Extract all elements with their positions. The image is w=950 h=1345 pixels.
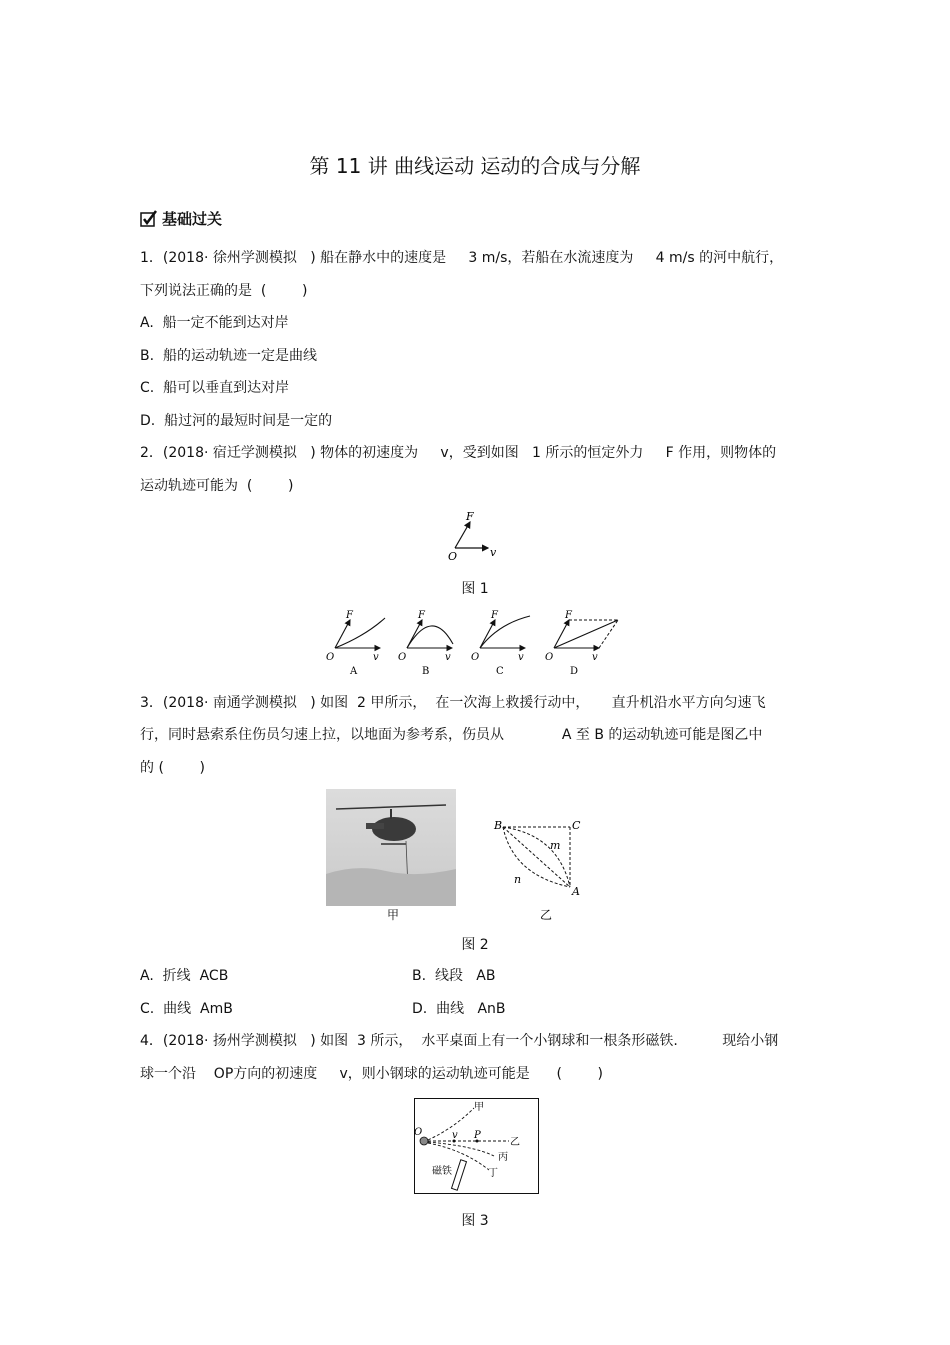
svg-text:v: v: [445, 652, 451, 663]
svg-text:O: O: [471, 652, 480, 663]
option-c-label: C: [496, 666, 504, 677]
figure-3-caption: 图 3: [461, 1213, 489, 1229]
fig3-label-bing: 丙: [498, 1152, 508, 1163]
q2-stem-line2: 运动轨迹可能为 ( ): [140, 478, 294, 494]
fig1-label-o: O: [448, 550, 458, 563]
curve-n-label: n: [514, 873, 522, 886]
fig3-label-jia: 甲: [474, 1102, 484, 1113]
q3-option-c: C. 曲线 AmB: [140, 1001, 233, 1017]
option-a-label: A: [350, 666, 358, 677]
figure-2-trajectory-diagram: [488, 815, 588, 925]
option-c-diagram: [471, 610, 530, 677]
svg-text:F: F: [491, 610, 498, 621]
fig3-label-magnet: 磁铁: [432, 1166, 452, 1177]
helicopter-photo: [326, 789, 456, 906]
q3-stem-line1: 3．(2018· 南通学测模拟 ) 如图 2 甲所示， 在一次海上救援行动中， 直升机沿水平方向匀速飞: [140, 695, 766, 711]
q2-option-diagrams: [320, 606, 630, 681]
svg-text:F: F: [418, 610, 425, 621]
svg-text:O: O: [326, 652, 335, 663]
figure-2-caption: 图 2: [461, 937, 489, 953]
page-title: 第 11 讲 曲线运动 运动的合成与分解: [309, 154, 641, 178]
q1-stem-line1: 1．(2018· 徐州学测模拟 ) 船在静水中的速度是 3 m/s，若船在水流速度为 4 m/s 的河中航行，: [140, 250, 784, 266]
svg-text:v: v: [373, 652, 379, 663]
fig3-label-v: v: [452, 1130, 458, 1141]
q1-option-d: D. 船过河的最短时间是一定的: [140, 413, 333, 429]
point-b-label: B: [494, 819, 503, 832]
option-d-label: D: [570, 666, 579, 677]
figure-3-magnet-diagram: [414, 1098, 539, 1194]
fig3-label-yi: 乙: [510, 1137, 520, 1148]
checkbox-icon: [140, 210, 158, 228]
fig3-label-p: P: [474, 1130, 481, 1141]
q4-stem-line2: 球一个沿 OP方向的初速度 v，则小钢球的运动轨迹可能是 ( ): [140, 1066, 604, 1082]
option-a-diagram: [326, 610, 385, 677]
section-heading: [140, 208, 222, 229]
curve-m-label: m: [550, 839, 561, 852]
q1-stem-line2: 下列说法正确的是 ( ): [140, 283, 308, 299]
q2-stem-line1: 2．(2018· 宿迁学测模拟 ) 物体的初速度为 v，受到如图 1 所示的恒定外力 F 作用，则物体的: [140, 445, 777, 461]
q3-option-a: A. 折线 ACB: [140, 968, 229, 984]
q3-stem-line3: 的 ( ): [140, 760, 205, 776]
svg-text:F: F: [565, 610, 572, 621]
section-title: 基础过关: [162, 210, 223, 228]
q1-option-b: B. 船的运动轨迹一定是曲线: [140, 348, 317, 364]
diagram-label: 乙: [540, 908, 553, 922]
photo-label: 甲: [386, 908, 399, 922]
svg-text:v: v: [592, 652, 598, 663]
q1-option-c: C. 船可以垂直到达对岸: [140, 380, 290, 396]
svg-text:O: O: [398, 652, 407, 663]
q1-option-a: A. 船一定不能到达对岸: [140, 315, 289, 331]
option-b-label: B: [422, 666, 430, 677]
point-c-label: C: [572, 819, 581, 832]
option-b-diagram: [398, 610, 453, 677]
q3-stem-line2: 行，同时悬索系住伤员匀速上拉，以地面为参考系，伤员从 A 至 B 的运动轨迹可能是图乙中: [140, 727, 763, 743]
figure-1-caption: 图 1: [461, 581, 489, 597]
svg-text:O: O: [545, 652, 554, 663]
svg-text:F: F: [346, 610, 353, 621]
fig1-label-f: F: [466, 510, 474, 523]
q3-option-b: B. 线段 AB: [412, 968, 496, 984]
option-d-diagram: [545, 610, 618, 677]
fig3-label-o: O: [414, 1127, 423, 1138]
q3-option-d: D. 曲线 AnB: [412, 1001, 506, 1017]
point-a-label: A: [572, 885, 580, 898]
helicopter-icon: [326, 789, 456, 906]
svg-text:v: v: [518, 652, 524, 663]
fig3-label-ding: 丁: [488, 1168, 498, 1179]
q4-stem-line1: 4．(2018· 扬州学测模拟 ) 如图 3 所示， 水平桌面上有一个小钢球和一根条形磁铁. 现给小钢: [140, 1033, 779, 1049]
figure-1-force-diagram: [440, 508, 510, 563]
fig1-label-v: v: [490, 546, 497, 559]
